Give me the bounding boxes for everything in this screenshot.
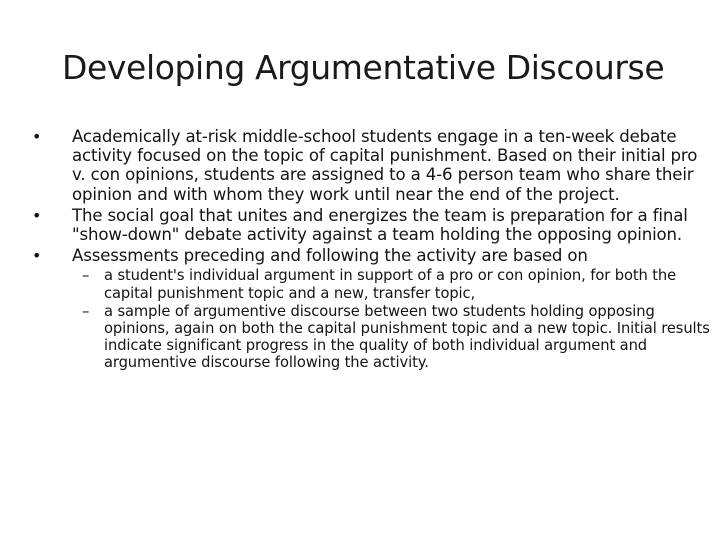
sub-bullet-list [72, 267, 714, 371]
sub-bullet-text: a sample of argumentive discourse between two students holding opposing opinions, again on both the capital punishment topic and a new topic. Initial results indicate significant progress in the quality of both individual argument and argumentive discourse following the activity. [104, 302, 710, 372]
sub-bullet-item [72, 267, 714, 301]
bullet-item [30, 127, 714, 204]
sub-bullet-marker: – [82, 302, 90, 320]
bullet-marker: • [32, 246, 42, 266]
bullet-text: Assessments preceding and following the activity are based on [72, 246, 588, 266]
sub-bullet-text: a student's individual argument in support of a pro or con opinion, for both the capital punishment topic and a new, transfer topic, [104, 267, 677, 302]
bullet-marker: • [32, 127, 42, 146]
bullet-item [30, 246, 714, 371]
bullet-text: Academically at-risk middle-school students engage in a ten-week debate activity focused on the topic of capital punishment. Based on their initial pro v. con opinions, students are assigned to a 4-6 person team who share their opinion and with whom they work until near the end of the project. [72, 127, 698, 204]
sub-bullet-marker: – [82, 267, 90, 285]
bullet-marker: • [32, 205, 42, 225]
slide-body [30, 127, 714, 374]
bullet-list [30, 127, 714, 372]
sub-bullet-item [72, 303, 714, 372]
bullet-text: The social goal that unites and energizes the team is preparation for a final "show-down" debate activity against a team holding the opposing opinion. [72, 205, 688, 245]
bullet-item [30, 206, 714, 244]
slide-title: Developing Argumentative Discourse [62, 48, 665, 87]
